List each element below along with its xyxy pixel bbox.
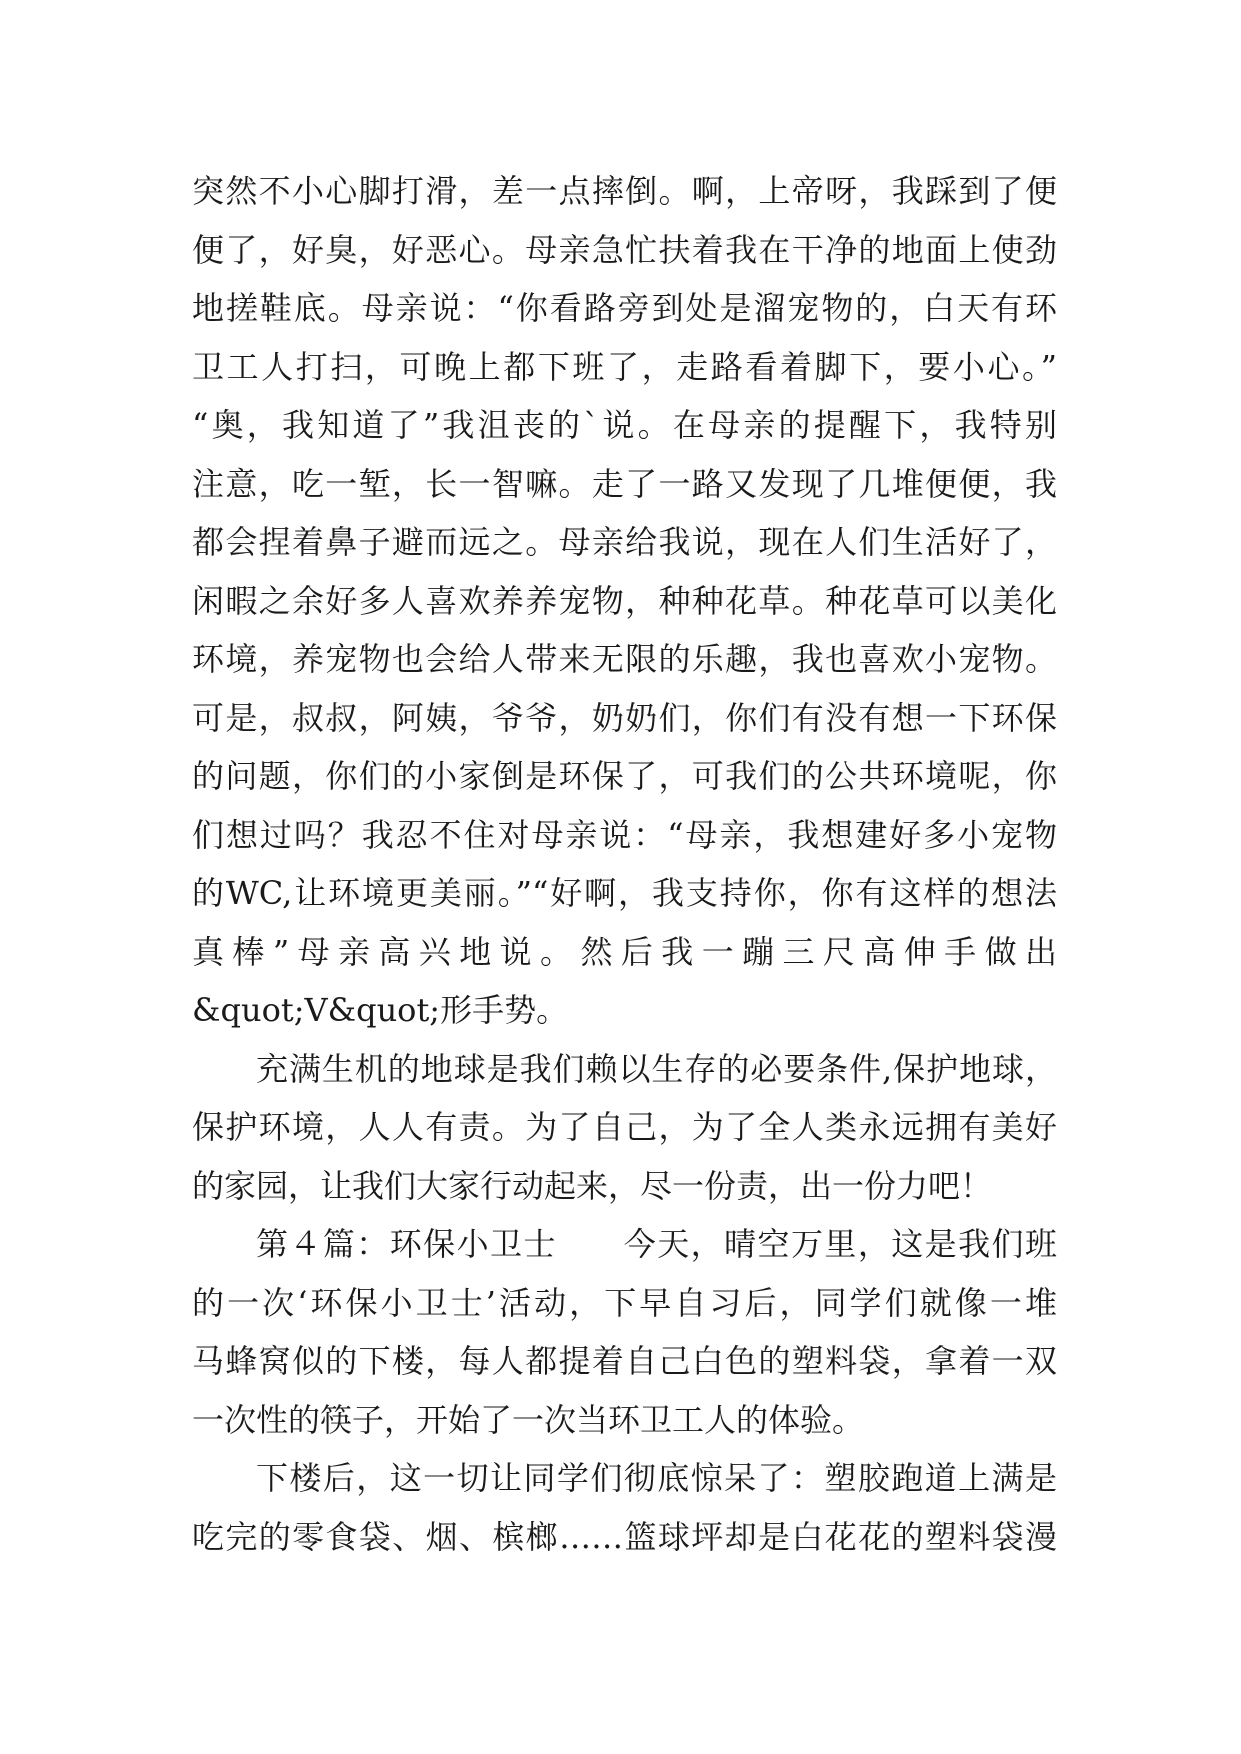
paragraph xyxy=(192,1449,1057,1566)
text-line: 充满生机的地球是我们赖以生存的必要条件,保护地球， xyxy=(256,1049,1057,1088)
text-line: 注意，吃一堑，长一智嘛。走了一路又发现了几堆便便，我 xyxy=(192,464,1057,503)
paragraph xyxy=(192,1040,1057,1216)
text-line: “奥，我知道了”我沮丧的`说。在母亲的提醒下，我特别 xyxy=(192,406,1057,444)
text-line: 的一次‘环保小卫士’活动，下早自习后，同学们就像一堆 xyxy=(192,1283,1057,1322)
text-line: 闲暇之余好多人喜欢养养宠物，种种花草。种花草可以美化 xyxy=(192,581,1057,620)
paragraph xyxy=(192,1215,1057,1449)
text-line: 吃完的零食袋、烟、槟榔……篮球坪却是白花花的塑料袋漫 xyxy=(192,1517,1057,1556)
text-line: 便了，好臭，好恶心。母亲急忙扶着我在干净的地面上使劲 xyxy=(192,230,1057,269)
text-line: 马蜂窝似的下楼，每人都提着自己白色的塑料袋，拿着一双 xyxy=(192,1342,1057,1380)
text-line: &quot;V&quot;形手势。 xyxy=(192,991,569,1029)
text-line: 地搓鞋底。母亲说：“你看路旁到处是溜宠物的，白天有环 xyxy=(192,289,1057,327)
text-line: 的WC,让环境更美丽。”“好啊，我支持你，你有这样的想法 xyxy=(192,874,1057,912)
text-line: 都会捏着鼻子避而远之。母亲给我说，现在人们生活好了， xyxy=(192,523,1057,561)
text-line: 突然不小心脚打滑，差一点摔倒。啊，上帝呀，我踩到了便 xyxy=(192,172,1057,210)
text-line: 可是，叔叔，阿姨，爷爷，奶奶们，你们有没有想一下环保 xyxy=(192,698,1057,737)
text-line: 保护环境，人人有责。为了自己，为了全人类永远拥有美好 xyxy=(192,1108,1057,1146)
text-line: 第４篇：环保小卫士 今天，晴空万里，这是我们班 xyxy=(256,1225,1057,1263)
text-line: 一次性的筷子，开始了一次当环卫工人的体验。 xyxy=(192,1400,865,1439)
text-line: 下楼后，这一切让同学们彻底惊呆了：塑胶跑道上满是 xyxy=(256,1459,1057,1497)
text-line: 们想过吗？我忍不住对母亲说：“母亲，我想建好多小宠物 xyxy=(192,815,1057,854)
text-line: 卫工人打扫，可晚上都下班了，走路看着脚下，要小心。” xyxy=(192,347,1057,386)
document-body xyxy=(192,162,1057,1566)
text-line: 环境，养宠物也会给人带来无限的乐趣，我也喜欢小宠物。 xyxy=(192,640,1057,678)
text-line: 的家园，让我们大家行动起来，尽一份责，出一份力吧！ xyxy=(192,1166,993,1205)
text-line: 的问题，你们的小家倒是环保了，可我们的公共环境呢，你 xyxy=(192,757,1057,795)
text-line: 真棒”母亲高兴地说。然后我一蹦三尺高伸手做出 xyxy=(192,932,1057,971)
paragraph xyxy=(192,162,1057,1040)
